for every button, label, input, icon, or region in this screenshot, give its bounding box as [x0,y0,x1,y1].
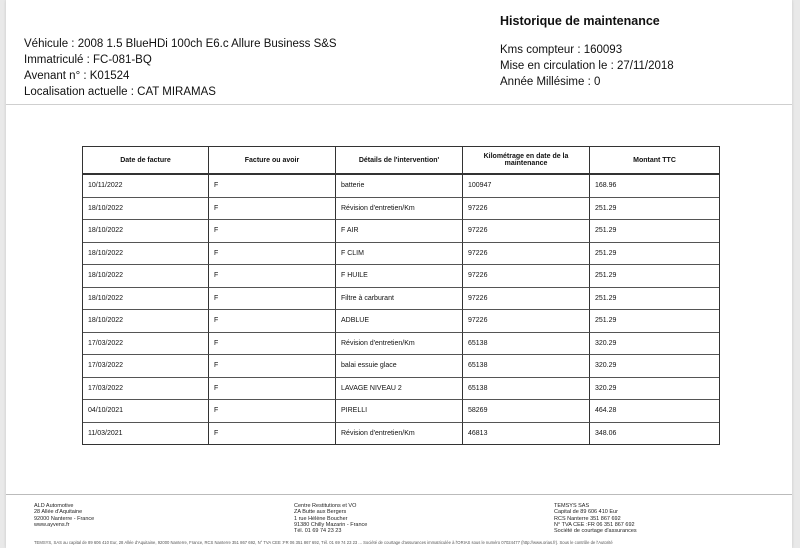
cell-details: Révision d'entretien/Km [336,333,463,356]
cell-date: 17/03/2022 [83,378,209,401]
cell-mileage: 97226 [463,288,590,311]
cell-details: Révision d'entretien/Km [336,423,463,445]
cell-date: 18/10/2022 [83,243,209,266]
table-row [83,265,719,288]
table-row [83,400,719,423]
footer-line: 91380 Chilly Mazarin - France [294,521,368,528]
cell-date: 18/10/2022 [83,198,209,221]
cell-mileage: 97226 [463,265,590,288]
cell-details: Filtre à carburant [336,288,463,311]
footer-line: Centre Restitutions et VO [294,503,357,509]
footer-return-center [294,503,367,534]
cell-amount: 251.29 [590,198,719,221]
cell-date: 18/10/2022 [83,288,209,311]
footer-line: Tél. 01 69 74 23 23 [294,528,342,535]
table-row [83,175,719,198]
vehicle-model: Véhicule : 2008 1.5 BlueHDi 100ch E6.c Allure Business S&S [24,38,337,50]
column-header-amount: Montant TTC [590,147,719,175]
maintenance-table [82,146,720,445]
cell-details: F CLIM [336,243,463,266]
amendment-number: Avenant n° : K01524 [24,70,130,82]
footer-line: 92000 Nanterre - France [34,515,95,522]
footer-line: ZA Butte aux Bergers [294,509,347,516]
cell-amount: 320.29 [590,378,719,401]
cell-details: F HUILE [336,265,463,288]
cell-type: F [209,198,336,221]
table-row [83,243,719,266]
cell-type: F [209,378,336,401]
table-row [83,355,719,378]
cell-type: F [209,265,336,288]
column-header-details: Détails de l'intervention' [336,147,463,175]
footer-legal-entity [554,503,637,534]
cell-type: F [209,423,336,445]
footer-legal-text: TEMSYS, SAS au capital de 89 606 410 Eur, 28 Allée d'Aquitaine, 92000 Nanterre, France, RCS Nanterre 351 867 692, N° TVA CEE :FR 06 351 867 692, Tél. 01 69 74 23 23 ... Société de courtage d'assurances immatriculée à l'ORIAS sous le numéro 07024477 (http://www.orias.fr). Sous le contrôle de l'Autorité [34,540,613,545]
footer-line: 1 rue Hélène Boucher [294,515,348,522]
table-row [83,333,719,356]
footer-line: RCS Nanterre 351 867 692 [554,515,621,522]
cell-type: F [209,220,336,243]
cell-type: F [209,175,336,198]
footer-line: 28 Allée d'Aquitaine [34,509,83,516]
cell-date: 11/03/2021 [83,423,209,445]
footer-line: ALD Automotive [34,503,74,509]
table-row [83,288,719,311]
cell-mileage: 58269 [463,400,590,423]
cell-type: F [209,333,336,356]
cell-details: PIRELLI [336,400,463,423]
cell-amount: 320.29 [590,355,719,378]
vehicle-info [24,36,337,100]
footer-divider [6,494,792,495]
cell-date: 04/10/2021 [83,400,209,423]
footer-line: N° TVA CEE :FR 06 351 867 692 [554,521,635,528]
first-registration: Mise en circulation le : 27/11/2018 [500,60,674,72]
cell-mileage: 65138 [463,378,590,401]
cell-details: ADBLUE [336,310,463,333]
column-header-type: Facture ou avoir [209,147,336,175]
cell-mileage: 65138 [463,355,590,378]
table-row [83,198,719,221]
cell-amount: 251.29 [590,310,719,333]
header-divider [6,104,792,105]
cell-amount: 251.29 [590,265,719,288]
cell-mileage: 97226 [463,243,590,266]
cell-date: 18/10/2022 [83,220,209,243]
cell-details: LAVAGE NIVEAU 2 [336,378,463,401]
table-row [83,378,719,401]
cell-mileage: 65138 [463,333,590,356]
cell-date: 18/10/2022 [83,265,209,288]
footer-line: Société de courtage d'assurances [554,528,637,535]
table-row [83,423,719,445]
cell-date: 17/03/2022 [83,355,209,378]
table-row [83,310,719,333]
current-location: Localisation actuelle : CAT MIRAMAS [24,86,216,98]
model-year: Année Millésime : 0 [500,76,601,88]
cell-date: 17/03/2022 [83,333,209,356]
cell-amount: 348.06 [595,429,617,437]
table-row [83,220,719,243]
cell-type: F [209,243,336,266]
cell-details: balai essuie glace [336,355,463,378]
cell-amount: 251.29 [590,220,719,243]
document-page [6,0,792,548]
maintenance-summary [500,14,674,90]
cell-type: F [209,400,336,423]
footer-line: TEMSYS SAS [554,503,590,509]
cell-amount: 320.29 [590,333,719,356]
cell-mileage: 46813 [463,423,590,445]
cell-type: F [209,355,336,378]
footer-company [34,503,94,528]
cell-date: 18/10/2022 [83,310,209,333]
cell-type: F [209,310,336,333]
cell-amount: 168.96 [590,175,719,198]
cell-mileage: 97226 [463,198,590,221]
cell-amount: 251.29 [590,243,719,266]
column-header-date: Date de facture [83,147,209,175]
cell-date: 10/11/2022 [83,175,209,198]
cell-type: F [209,288,336,311]
cell-details: batterie [336,175,463,198]
cell-mileage: 97226 [463,220,590,243]
cell-details: Révision d'entretien/Km [336,198,463,221]
vehicle-registration: Immatriculé : FC-081-BQ [24,54,152,66]
odometer: Kms compteur : 160093 [500,44,623,56]
cell-mileage: 97226 [463,310,590,333]
footer-line: Capital de 89 606 410 Eur [554,509,618,516]
document-title: Historique de maintenance [500,14,660,28]
cell-amount: 464.28 [590,400,719,423]
footer-link[interactable]: www.ayvens.fr [34,521,70,528]
cell-details: F AIR [336,220,463,243]
table-header-row [83,147,719,175]
column-header-mileage: Kilométrage en date de la maintenance [463,147,590,175]
cell-amount: 251.29 [590,288,719,311]
cell-mileage: 100947 [463,175,590,198]
